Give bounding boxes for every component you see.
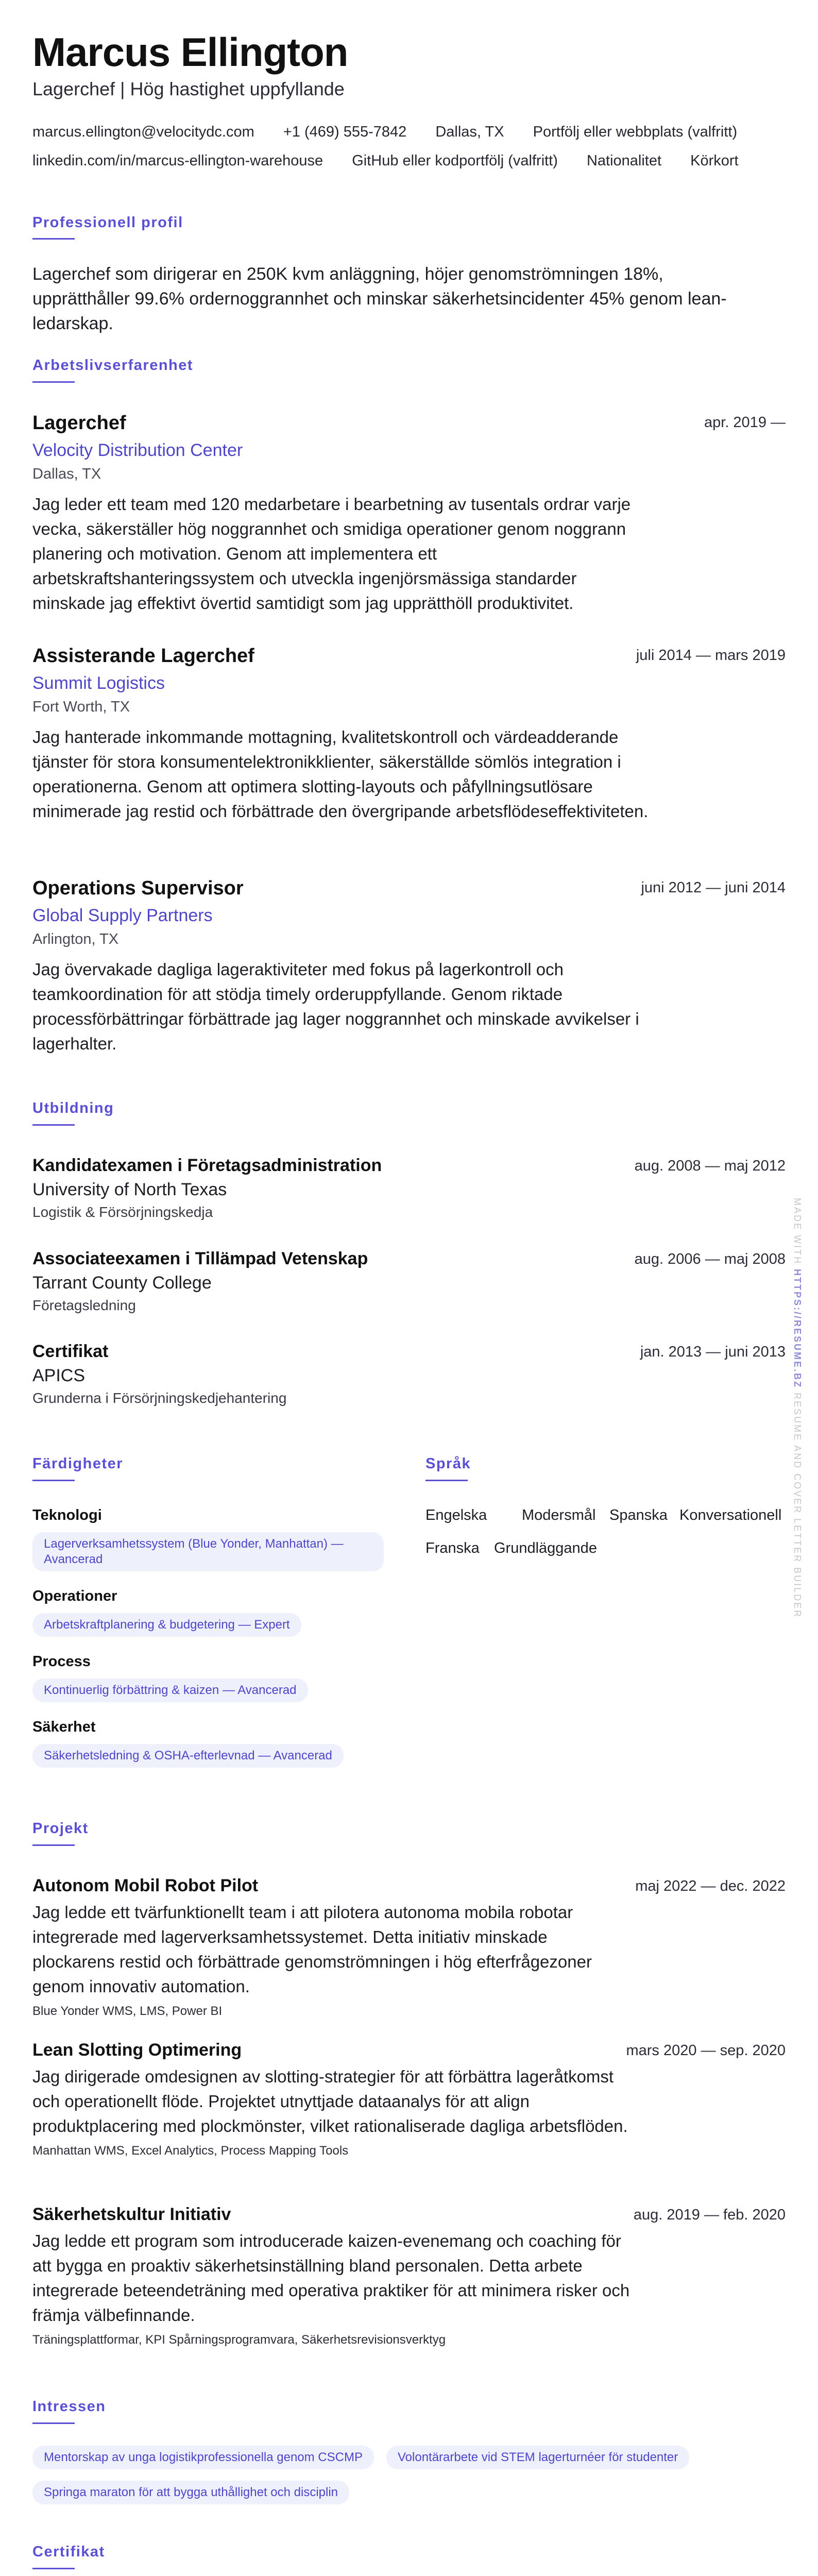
skill-category: Operationer	[32, 1588, 117, 1604]
job-description: Jag övervakade dagliga lageraktiviteter med fokus på lagerkontroll och teamkoordination för att stödja timely orderuppfyllande. Genom riktade processförbättringar förbättrade jag lager noggrannhet och minskade avvikelser i lagerhalter.	[32, 960, 639, 1053]
experience-item	[32, 877, 786, 1056]
contact-portfolio[interactable]: Portfölj eller webbplats (valfritt)	[533, 124, 738, 140]
interest-tag: Mentorskap av unga logistikprofessionella genom CSCMP	[32, 2446, 374, 2469]
project-tools: Träningsplattformar, KPI Spårningsprogramvara, Säkerhetsrevisionsverktyg	[32, 2333, 446, 2347]
section-title-skills: Färdigheter	[32, 1455, 124, 1472]
project-item	[32, 2040, 786, 2158]
education-field: Företagsledning	[32, 1297, 136, 1313]
education-school: University of North Texas	[32, 1180, 227, 1199]
candidate-name: Marcus Ellington	[32, 29, 348, 75]
skill-tag: Kontinuerlig förbättring & kaizen — Avancerad	[32, 1679, 308, 1702]
section-title-certificates: Certifikat	[32, 2544, 105, 2560]
contact-row-2	[32, 152, 763, 170]
project-tools: Blue Yonder WMS, LMS, Power BI	[32, 2004, 223, 2018]
job-description: Jag leder ett team med 120 medarbetare i bearbetning av tusentals ordrar varje vecka, säkerställer hög noggrannhet och smidiga operationer genom noggrann planering och motivation. Genom att implementera ett arbetskraftshanteringssystem och utveckla ingenjörsmässiga standarder minskade jag effektivt övertid samtidigt som jag upprätthöll produktivitet.	[32, 495, 631, 613]
contact-license: Körkort	[690, 152, 739, 169]
experience-item	[32, 412, 786, 616]
languages-list	[425, 1507, 786, 1573]
education-school: Tarrant County College	[32, 1273, 212, 1293]
education-field: Grunderna i Försörjningskedjehantering	[32, 1390, 287, 1406]
contact-nationality: Nationalitet	[586, 152, 662, 169]
interest-tag: Volontärarbete vid STEM lagerturnéer för studenter	[386, 2446, 689, 2469]
skill-category: Teknologi	[32, 1507, 102, 1523]
skills-list	[32, 1507, 408, 1768]
project-title: Autonom Mobil Robot Pilot	[32, 1876, 259, 1895]
language-name: Engelska	[425, 1507, 487, 1523]
education-degree: Certifikat	[32, 1342, 109, 1361]
section-title-languages: Språk	[425, 1455, 471, 1472]
interests-list	[32, 2446, 786, 2516]
job-date: juli 2014 — mars 2019	[636, 647, 786, 664]
project-tools: Manhattan WMS, Excel Analytics, Process Mapping Tools	[32, 2144, 349, 2158]
section-rule	[32, 238, 75, 240]
language-row	[425, 1507, 786, 1540]
section-title-interests: Intressen	[32, 2398, 106, 2415]
watermark-prefix: MADE WITH	[792, 1198, 803, 1265]
job-company: Global Supply Partners	[32, 906, 213, 925]
job-description: Jag hanterade inkommande mottagning, kvalitetskontroll och värdeadderande tjänster för stora konsumentelektronikklienter, säkerställde sömlös integration i operationerna. Genom att optimera slotting-layouts och påfyllningsutlösare minimerade jag restid och förbättrade den övergripande arbetsflödeseffektiviteten.	[32, 727, 649, 821]
language-row	[425, 1540, 786, 1573]
job-title: Assisterande Lagerchef	[32, 645, 254, 667]
contact-row-1	[32, 124, 762, 141]
language-level: Grundläggande	[494, 1540, 597, 1556]
section-rule	[425, 1480, 468, 1481]
education-school: APICS	[32, 1366, 86, 1385]
language-name: Franska	[425, 1540, 480, 1556]
section-rule	[32, 1844, 75, 1846]
experience-item	[32, 645, 786, 824]
job-date: apr. 2019 —	[704, 414, 786, 431]
watermark-suffix: RESUME AND COVER LETTER BUILDER	[792, 1393, 803, 1619]
section-title-experience: Arbetslivserfarenhet	[32, 357, 194, 374]
education-item	[32, 1342, 786, 1406]
contact-phone[interactable]: +1 (469) 555-7842	[283, 124, 407, 140]
contact-email[interactable]: marcus.ellington@velocitydc.com	[32, 124, 254, 140]
section-rule	[32, 2422, 75, 2424]
language-level: Modersmål	[522, 1507, 596, 1523]
skill-category: Process	[32, 1653, 91, 1670]
job-date: juni 2012 — juni 2014	[641, 879, 786, 896]
education-field: Logistik & Försörjningskedja	[32, 1204, 213, 1220]
section-rule	[32, 2568, 75, 2569]
project-date: maj 2022 — dec. 2022	[635, 1878, 786, 1894]
job-location: Fort Worth, TX	[32, 699, 130, 715]
project-date: mars 2020 — sep. 2020	[626, 2042, 786, 2059]
education-item	[32, 1156, 786, 1221]
section-rule	[32, 1124, 75, 1126]
job-title: Lagerchef	[32, 412, 126, 434]
job-location: Dallas, TX	[32, 466, 101, 482]
education-date: aug. 2008 — maj 2012	[634, 1158, 786, 1174]
job-title: Operations Supervisor	[32, 877, 244, 899]
education-degree: Associateexamen i Tillämpad Vetenskap	[32, 1249, 368, 1268]
contact-github[interactable]: GitHub eller kodportfölj (valfritt)	[352, 152, 558, 169]
watermark-link[interactable]: HTTPS://RESUME.BZ	[792, 1269, 803, 1389]
project-description: Jag ledde ett program som introducerade kaizen-evenemang och coaching för att bygga en proaktiv säkerhetsinställning bland personalen. Detta arbete integrerade beteendeträning med operativa praktiker för att minimera risker och främja välbefinnande.	[32, 2231, 630, 2325]
skill-tag: Säkerhetsledning & OSHA-efterlevnad — Avancerad	[32, 1744, 344, 1768]
language-level: Konversationell	[679, 1507, 782, 1523]
candidate-headline: Lagerchef | Hög hastighet uppfyllande	[32, 78, 345, 99]
project-description: Jag ledde ett tvärfunktionellt team i att pilotera autonoma mobila robotar integrerade med lagerverksamhetssystemet. Detta initiativ minskade plockarens restid och förbättrade genomströmningen i hög efterfrågezoner genom innovativ automation.	[32, 1903, 592, 1996]
section-rule	[32, 381, 75, 383]
project-title: Lean Slotting Optimering	[32, 2040, 242, 2060]
education-date: aug. 2006 — maj 2008	[634, 1251, 786, 1267]
education-date: jan. 2013 — juni 2013	[640, 1344, 786, 1360]
section-title-projects: Projekt	[32, 1820, 89, 1837]
builder-watermark	[792, 1198, 803, 1618]
job-company: Summit Logistics	[32, 673, 165, 693]
section-title-profile: Professionell profil	[32, 214, 183, 231]
education-item	[32, 1249, 786, 1314]
skill-category: Säkerhet	[32, 1719, 96, 1735]
language-name: Spanska	[609, 1507, 668, 1523]
skill-tag: Arbetskraftplanering & budgetering — Expert	[32, 1613, 301, 1637]
job-location: Arlington, TX	[32, 931, 119, 947]
project-title: Säkerhetskultur Initiativ	[32, 2205, 231, 2224]
education-degree: Kandidatexamen i Företagsadministration	[32, 1156, 382, 1175]
contact-linkedin[interactable]: linkedin.com/in/marcus-ellington-warehouse	[32, 152, 323, 169]
skill-tag: Lagerverksamhetssystem (Blue Yonder, Manhattan) — Avancerad	[32, 1532, 384, 1571]
project-date: aug. 2019 — feb. 2020	[633, 2207, 786, 2223]
project-item	[32, 2205, 786, 2347]
interest-tag: Springa maraton för att bygga uthållighet och disciplin	[32, 2481, 349, 2504]
contact-location: Dallas, TX	[435, 124, 504, 140]
profile-summary: Lagerchef som dirigerar en 250K kvm anläggning, höjer genomströmningen 18%, upprätthåller 99.6% ordernoggrannhet och minskar säkerhetsincidenter 45% genom lean-ledarskap.	[32, 264, 727, 333]
project-description: Jag dirigerade omdesignen av slotting-strategier för att förbättra lageråtkomst och operationellt flöde. Projektet utnyttjade dataanalys för att align produktplacering med plockmönster, vilket rationaliserade dagliga arbetsflöden.	[32, 2067, 628, 2136]
project-item	[32, 1876, 786, 2019]
section-title-education: Utbildning	[32, 1100, 114, 1116]
job-company: Velocity Distribution Center	[32, 440, 243, 460]
section-rule	[32, 1480, 75, 1481]
